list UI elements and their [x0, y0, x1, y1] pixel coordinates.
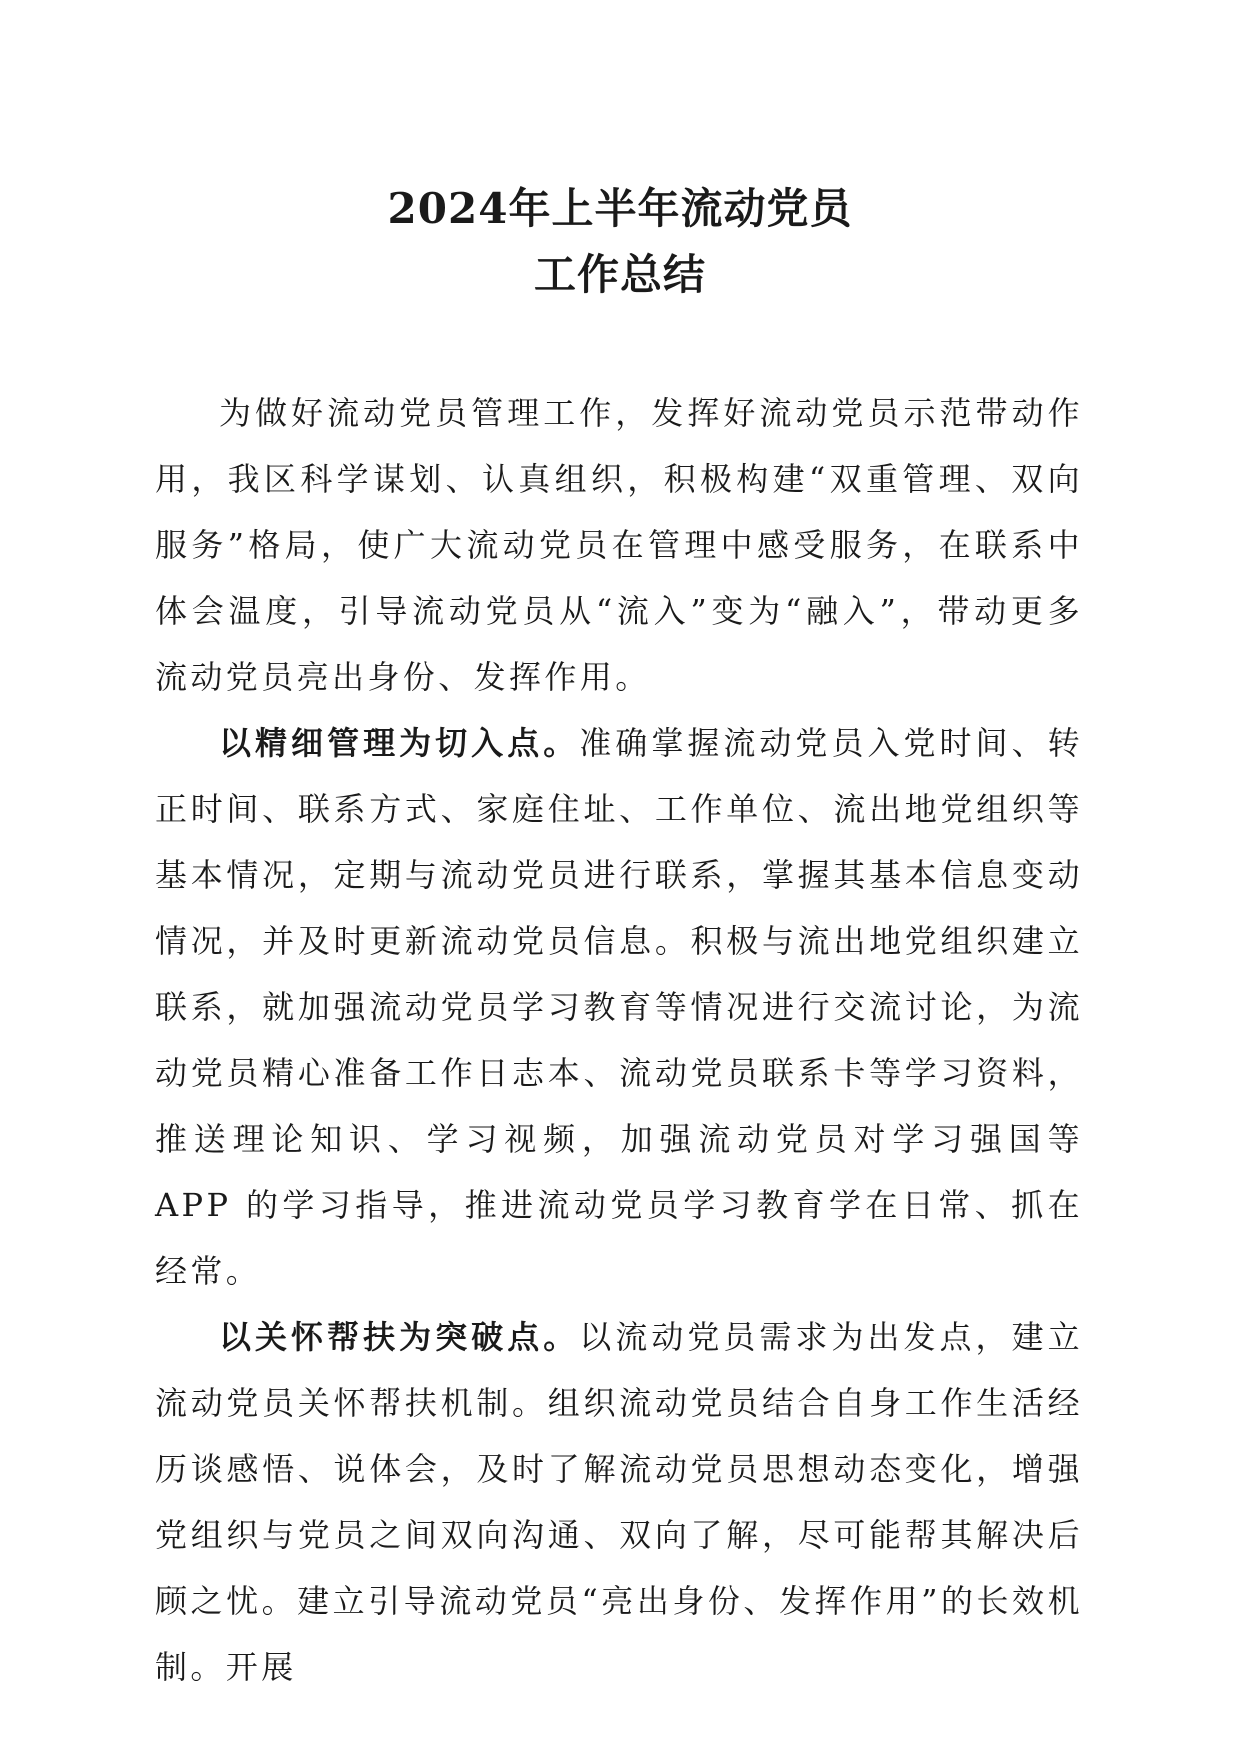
paragraph-text: 准确掌握流动党员入党时间、转正时间、联系方式、家庭住址、工作单位、流出地党组织等基本情况，定期与流动党员进行联系，掌握其基本信息变动情况，并及时更新流动党员信息。积极与流出地党组织建立联系，就加强流动党员学习教育等情况进行交流讨论，为流动党员精心准备工作日志本、流动党员联系卡等学习资料，推送理论知识、学习视频，加强流动党员对学习强国等 APP 的学习指导，推进流动党员学习教育学在日常、抓在经常。 [155, 724, 1083, 1290]
paragraph-intro [155, 380, 1083, 710]
paragraph-lead: 以关怀帮扶为突破点。 [219, 1318, 580, 1356]
title-line-1: 2024年上半年流动党员 [387, 184, 853, 233]
paragraph-care-support [155, 1304, 1083, 1700]
paragraph-text: 为做好流动党员管理工作，发挥好流动党员示范带动作用，我区科学谋划、认真组织，积极构建“双重管理、双向服务”格局，使广大流动党员在管理中感受服务，在联系中体会温度，引导流动党员从“流入”变为“融入”，带动更多流动党员亮出身份、发挥作用。 [155, 394, 1083, 696]
document-body [155, 380, 1083, 1700]
title-line-2: 工作总结 [533, 250, 706, 299]
document-title [0, 176, 1240, 308]
paragraph-text: 以流动党员需求为出发点，建立流动党员关怀帮扶机制。组织流动党员结合自身工作生活经历谈感悟、说体会，及时了解流动党员思想动态变化，增强党组织与党员之间双向沟通、双向了解，尽可能帮其解决后顾之忧。建立引导流动党员“亮出身份、发挥作用”的长效机制。开展 [155, 1318, 1083, 1686]
paragraph-lead: 以精细管理为切入点。 [219, 724, 580, 762]
paragraph-fine-management [155, 710, 1083, 1304]
